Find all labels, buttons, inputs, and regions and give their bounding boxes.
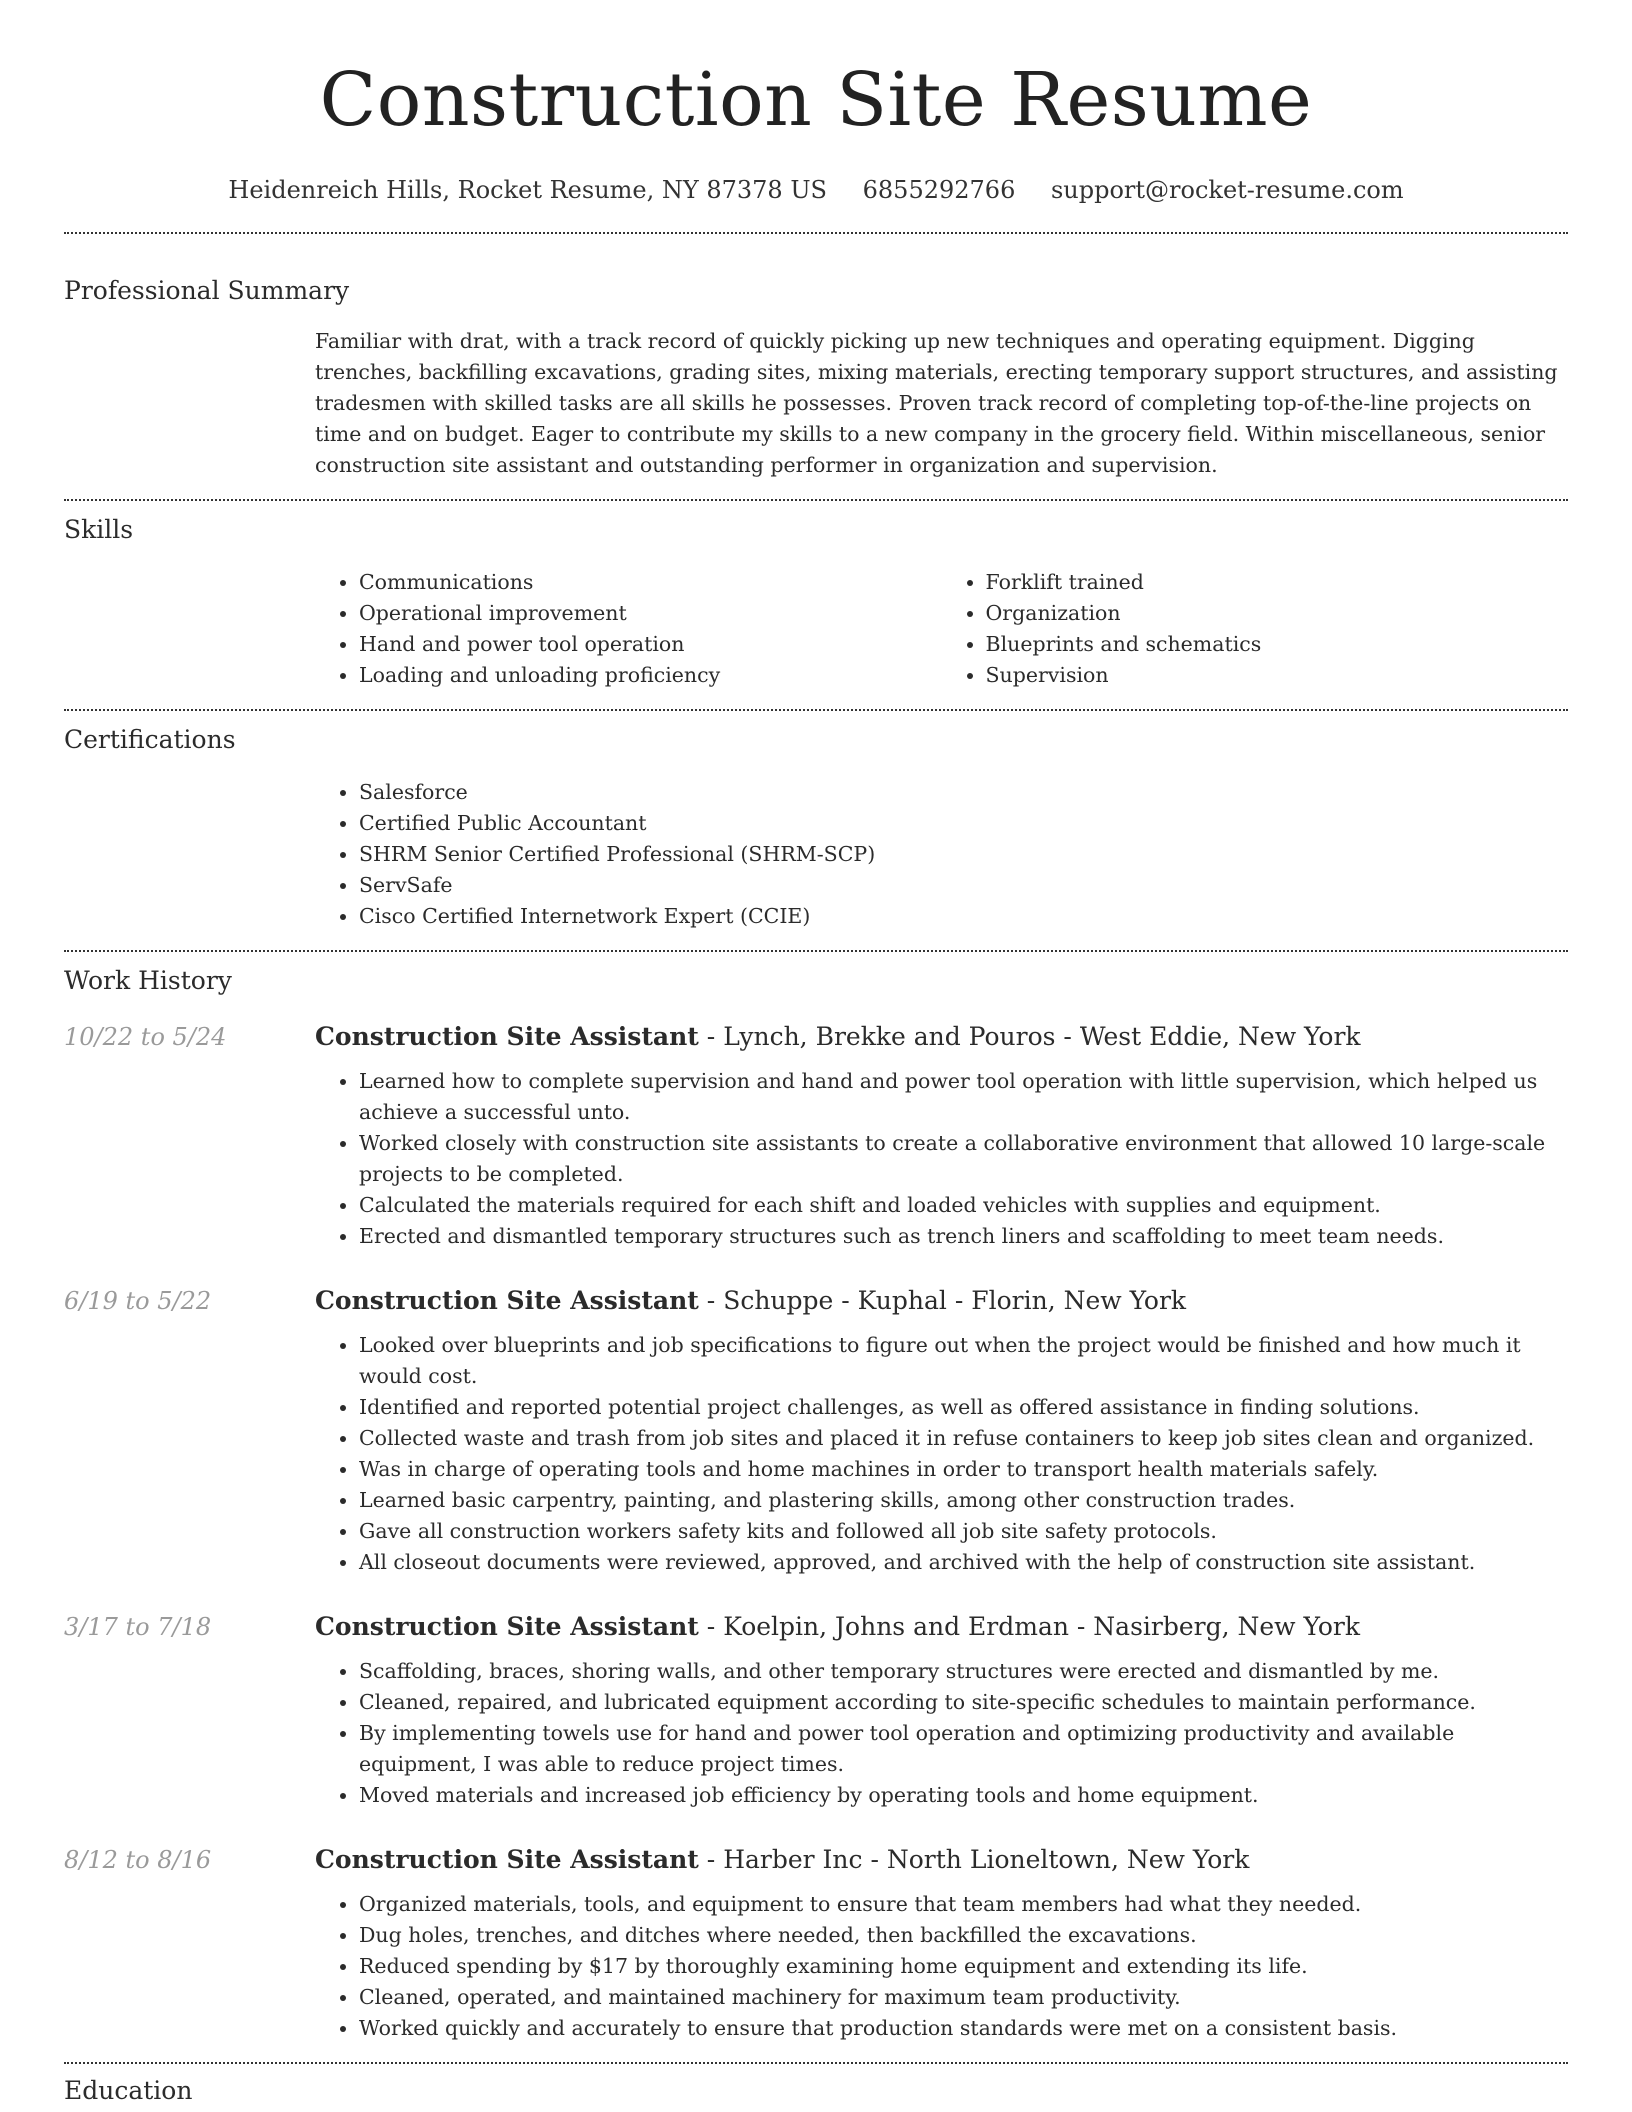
skill-item: • Operational improvement: [359, 598, 942, 629]
job-dates: 6/19 to 5/22: [64, 1287, 212, 1315]
skills-column-left: [315, 567, 942, 691]
certification-item: • Cisco Certified Internetwork Expert (CCIE): [359, 901, 1568, 932]
job-bullet: • Erected and dismantled temporary structures such as trench liners and scaffolding to meet team needs.: [359, 1221, 1568, 1252]
job-role: Construction Site Assistant: [315, 1022, 699, 1051]
job-entry: [64, 1610, 1568, 1811]
job-role: Construction Site Assistant: [315, 1286, 699, 1315]
job-location: Nasirberg, New York: [1093, 1612, 1360, 1641]
resume-page: [64, 0, 1568, 2108]
job-title: Construction Site Assistant - Harber Inc - North Lioneltown, New York: [315, 1845, 1250, 1874]
work-history-title: Work History: [64, 966, 232, 995]
job-bullet: • Calculated the materials required for each shift and loaded vehicles with supplies and equipment.: [359, 1190, 1568, 1221]
job-bullet: • Collected waste and trash from job sites and placed it in refuse containers to keep job sites clean and organized.: [359, 1423, 1568, 1454]
skill-item: • Communications: [359, 567, 942, 598]
job-entry: [64, 1843, 1568, 2044]
job-bullets: [315, 1889, 1568, 2044]
skill-item: • Loading and unloading proficiency: [359, 660, 942, 691]
job-bullet: • Learned how to complete supervision and hand and power tool operation with little supervision, which helped us achieve a successful unto.: [359, 1066, 1568, 1128]
job-company: Harber Inc: [723, 1845, 863, 1874]
certifications-title: Certifications: [64, 725, 236, 754]
skills-list: [315, 567, 1568, 691]
job-bullets: [315, 1330, 1568, 1578]
skills-title: Skills: [64, 515, 134, 544]
job-location: Florin, New York: [971, 1286, 1187, 1315]
contact-email: support@rocket-resume.com: [1050, 176, 1404, 204]
skill-item: • Forklift trained: [986, 567, 1569, 598]
certifications-list: [315, 777, 1568, 932]
job-company: Lynch, Brekke and Pouros: [723, 1022, 1056, 1051]
certification-item: • SHRM Senior Certified Professional (SHRM-SCP): [359, 839, 1568, 870]
job-bullet: • Identified and reported potential project challenges, as well as offered assistance in finding solutions.: [359, 1392, 1568, 1423]
skill-item: • Blueprints and schematics: [986, 629, 1569, 660]
job-bullet: • Looked over blueprints and job specifications to figure out when the project would be finished and how much it would cost.: [359, 1330, 1568, 1392]
contact-line: [64, 174, 1568, 206]
contact-address: Heidenreich Hills, Rocket Resume, NY 87378 US: [228, 176, 827, 204]
job-bullet: • Reduced spending by $17 by thoroughly examining home equipment and extending its life.: [359, 1951, 1568, 1982]
work-history-section: [64, 952, 1568, 2044]
job-bullets: [315, 1066, 1568, 1252]
job-dates: 3/17 to 7/18: [64, 1613, 212, 1641]
job-entry: [64, 1284, 1568, 1578]
summary-text: Familiar with drat, with a track record of quickly picking up new techniques and operating equipment. Digging trenches, backfilling excavations, grading sites, mixing materials, erecting temporary support structures, and assisting tradesmen with skilled tasks are all skills he possesses. Proven track record of completing top-of-the-line projects on time and on budget. Eager to contribute my skills to a new company in the grocery field. Within miscellaneous, senior construction site assistant and outstanding performer in organization and supervision.: [315, 329, 1558, 477]
contact-phone: 6855292766: [862, 176, 1016, 204]
resume-name: Construction Site Resume: [319, 57, 1313, 143]
skill-item: • Hand and power tool operation: [359, 629, 942, 660]
certification-item: • Salesforce: [359, 777, 1568, 808]
job-location: North Lioneltown, New York: [886, 1845, 1250, 1874]
job-bullet: • Gave all construction workers safety kits and followed all job site safety protocols.: [359, 1516, 1568, 1547]
job-bullet: • By implementing towels use for hand and power tool operation and optimizing productivity and available equipment, I was able to reduce project times.: [359, 1718, 1568, 1780]
job-bullet: • Cleaned, operated, and maintained machinery for maximum team productivity.: [359, 1982, 1568, 2013]
job-dates: 10/22 to 5/24: [64, 1023, 227, 1051]
job-bullet: • Scaffolding, braces, shoring walls, and other temporary structures were erected and dismantled by me.: [359, 1656, 1568, 1687]
summary-title: Professional Summary: [64, 276, 350, 305]
job-title: Construction Site Assistant - Lynch, Brekke and Pouros - West Eddie, New York: [315, 1022, 1361, 1051]
job-company: Schuppe - Kuphal: [723, 1286, 947, 1315]
job-entry: [64, 1020, 1568, 1252]
job-bullet: • Worked quickly and accurately to ensure that production standards were met on a consistent basis.: [359, 2013, 1568, 2044]
education-title: Education: [64, 2076, 193, 2105]
job-title: Construction Site Assistant - Koelpin, Johns and Erdman - Nasirberg, New York: [315, 1612, 1360, 1641]
job-title: Construction Site Assistant - Schuppe - Kuphal - Florin, New York: [315, 1286, 1187, 1315]
job-role: Construction Site Assistant: [315, 1612, 699, 1641]
job-bullets: [315, 1656, 1568, 1811]
job-location: West Eddie, New York: [1079, 1022, 1361, 1051]
education-section: [64, 2064, 1568, 2108]
job-bullet: • Worked closely with construction site assistants to create a collaborative environment that allowed 10 large-scale projects to be completed.: [359, 1128, 1568, 1190]
job-company: Koelpin, Johns and Erdman: [723, 1612, 1069, 1641]
job-dates: 8/12 to 8/16: [64, 1846, 212, 1874]
job-bullet: • All closeout documents were reviewed, approved, and archived with the help of construction site assistant.: [359, 1547, 1568, 1578]
job-bullet: • Learned basic carpentry, painting, and plastering skills, among other construction trades.: [359, 1485, 1568, 1516]
skills-section: [64, 501, 1568, 691]
job-bullet: • Was in charge of operating tools and home machines in order to transport health materials safely.: [359, 1454, 1568, 1485]
certification-item: • Certified Public Accountant: [359, 808, 1568, 839]
certifications-section: [64, 711, 1568, 932]
summary-section: [64, 234, 1568, 481]
job-bullet: • Dug holes, trenches, and ditches where needed, then backfilled the excavations.: [359, 1920, 1568, 1951]
job-bullet: • Organized materials, tools, and equipment to ensure that team members had what they needed.: [359, 1889, 1568, 1920]
certification-item: • ServSafe: [359, 870, 1568, 901]
job-bullet: • Cleaned, repaired, and lubricated equipment according to site-specific schedules to maintain performance.: [359, 1687, 1568, 1718]
skill-item: • Organization: [986, 598, 1569, 629]
job-role: Construction Site Assistant: [315, 1845, 699, 1874]
skills-column-right: [942, 567, 1569, 691]
skill-item: • Supervision: [986, 660, 1569, 691]
job-bullet: • Moved materials and increased job efficiency by operating tools and home equipment.: [359, 1780, 1568, 1811]
